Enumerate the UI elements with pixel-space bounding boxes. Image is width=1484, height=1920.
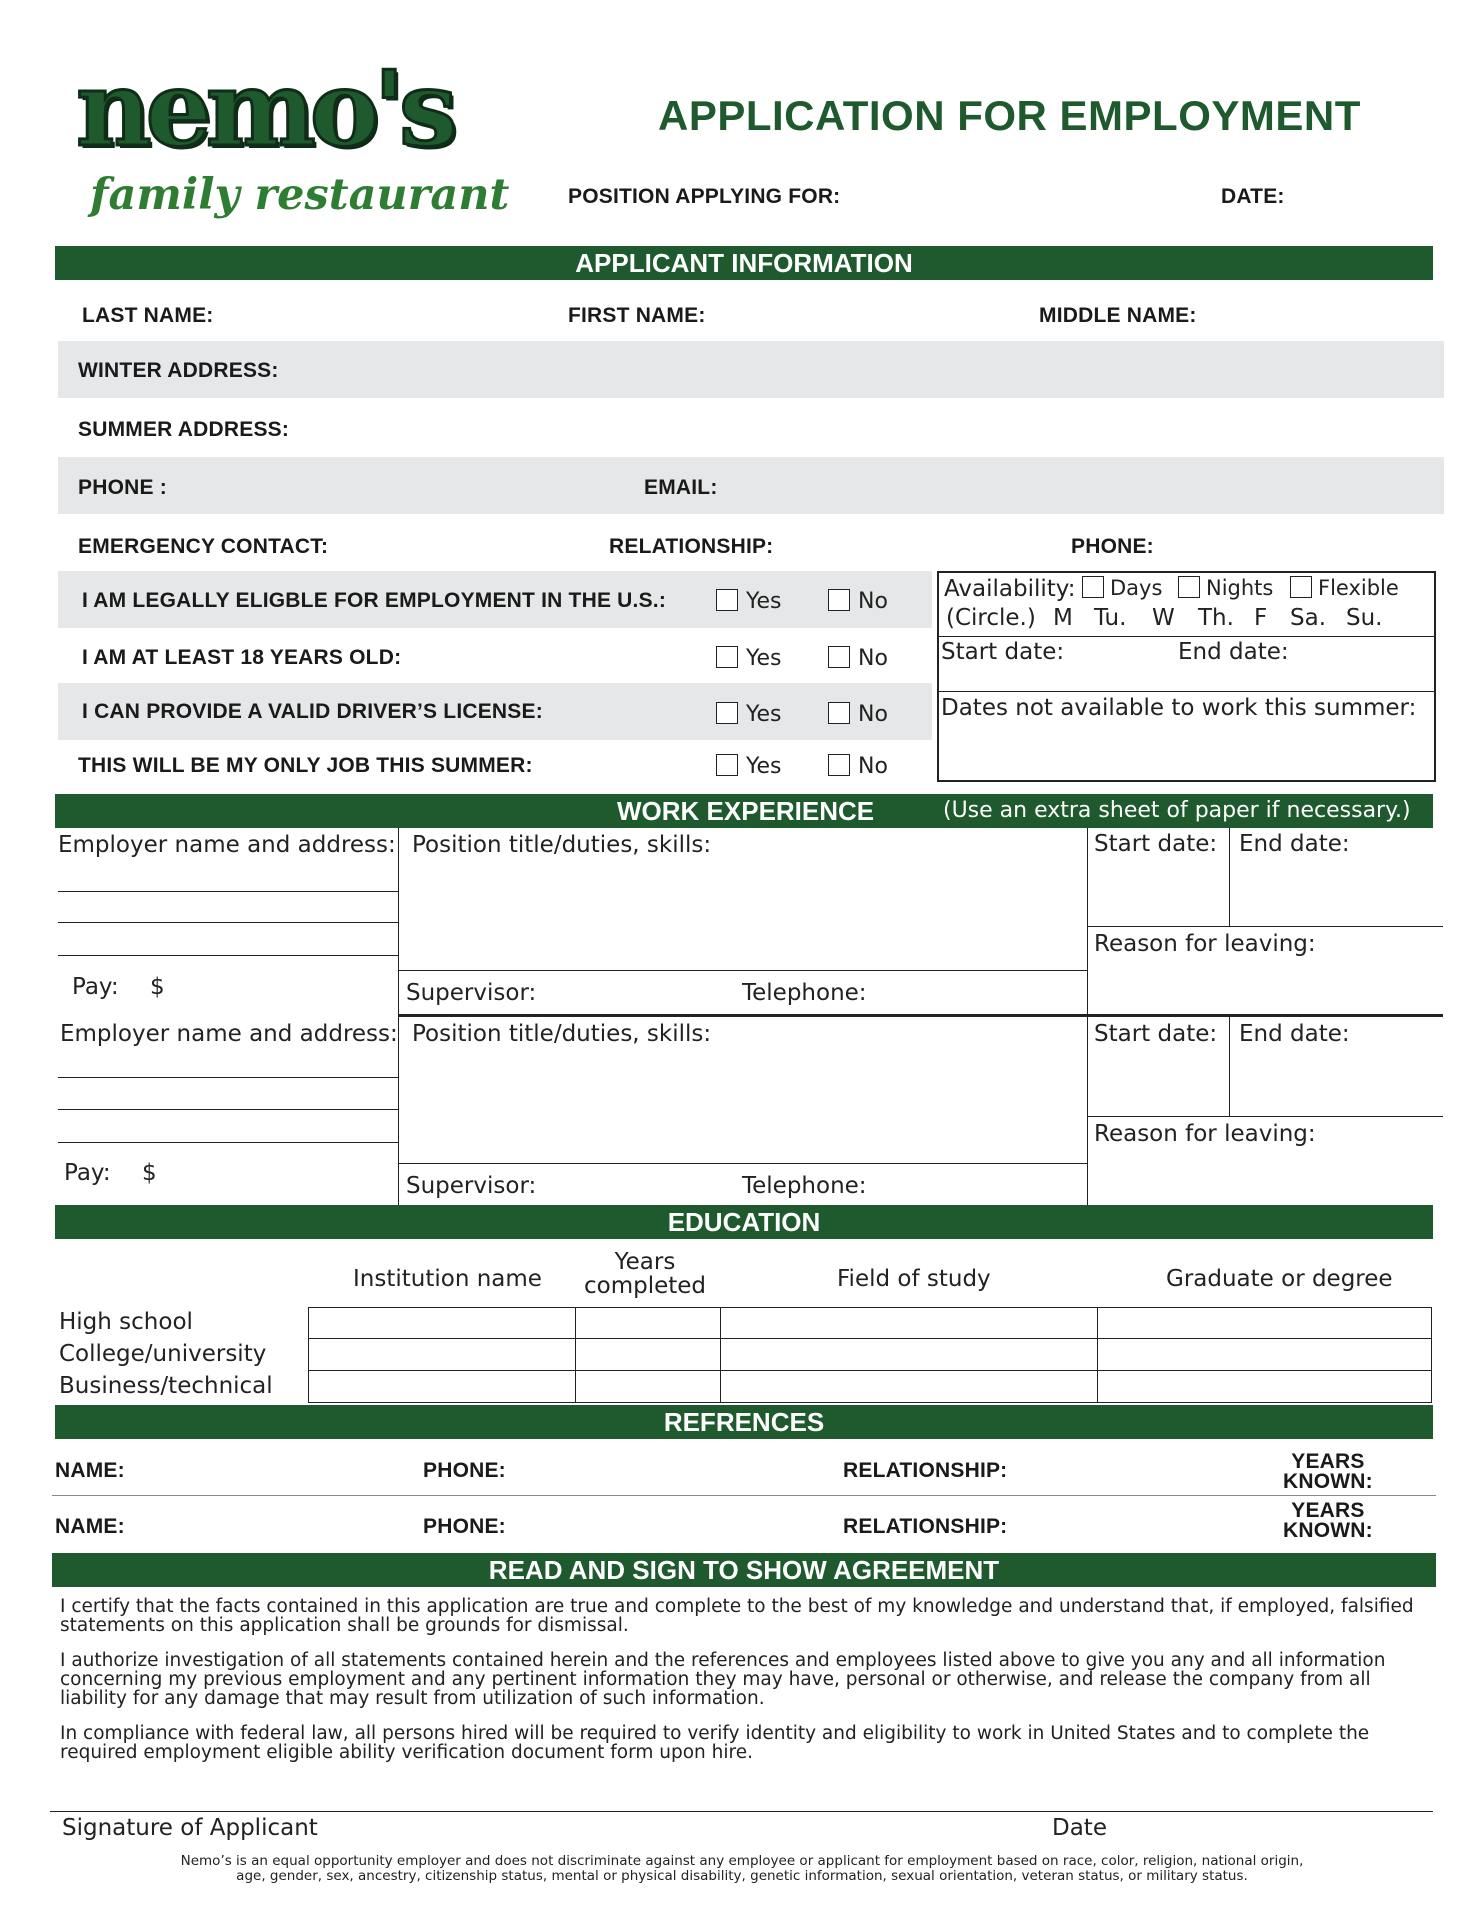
weekday-su[interactable]: Su.: [1346, 605, 1383, 631]
checkbox[interactable]: [828, 646, 850, 668]
middle-name-label: MIDDLE NAME:: [1039, 304, 1197, 327]
col-years-line2: completed: [583, 1273, 707, 1299]
signature-line: [50, 1811, 1433, 1812]
days-option[interactable]: Days: [1082, 576, 1162, 600]
weekday-tu[interactable]: Tu.: [1094, 605, 1127, 631]
reference-phone-label: PHONE:: [423, 1459, 506, 1482]
weekday-m[interactable]: M: [1053, 605, 1073, 631]
end-date-label: End date:: [1239, 831, 1350, 857]
table-divider: [1229, 828, 1230, 926]
agreement-paragraph-1: I certify that the facts contained in this application are true and complete to the best of my knowledge and understand that, if employed, falsified statements on this application shall be grounds for dismissal.: [60, 1596, 1414, 1636]
yes-option[interactable]: Yes: [716, 646, 782, 671]
pay-dollar: $: [142, 1160, 157, 1186]
checkbox[interactable]: [716, 702, 738, 724]
date-label: DATE:: [1221, 185, 1285, 208]
pay-label: Pay:: [64, 1160, 111, 1186]
col-years: [575, 1250, 715, 1298]
edu-row-high-school: High school: [59, 1309, 193, 1335]
employer-line: [58, 891, 398, 892]
employer-line: [58, 922, 398, 923]
education-header: EDUCATION: [55, 1205, 1433, 1239]
email-label: EMAIL:: [644, 476, 718, 499]
checkbox[interactable]: [1082, 576, 1104, 598]
checkbox[interactable]: [828, 589, 850, 611]
reason-for-leaving-label: Reason for leaving:: [1094, 1121, 1316, 1147]
availability-divider: [937, 636, 1436, 637]
reference-relationship-label: RELATIONSHIP:: [843, 1515, 1008, 1538]
reason-line: [1087, 926, 1443, 927]
col-degree: Graduate or degree: [1166, 1266, 1393, 1292]
checkbox[interactable]: [1290, 576, 1312, 598]
question-age: I AM AT LEAST 18 YEARS OLD:: [82, 646, 402, 669]
col-years-line1: Years: [614, 1249, 676, 1275]
col-field: Field of study: [837, 1266, 991, 1292]
availability-start-date-label: Start date:: [941, 639, 1065, 665]
yes-option[interactable]: Yes: [716, 702, 782, 727]
pay-label: Pay:: [72, 974, 119, 1000]
circle-label: (Circle.): [946, 605, 1036, 631]
question-eligible: I AM LEGALLY ELIGBLE FOR EMPLOYMENT IN THE U.S.:: [82, 589, 667, 612]
yes-option[interactable]: Yes: [716, 754, 782, 779]
checkbox[interactable]: [828, 702, 850, 724]
grid-row-line: [308, 1338, 1432, 1339]
page-title: APPLICATION FOR EMPLOYMENT: [658, 92, 1361, 139]
emergency-contact-label: EMERGENCY CONTACT:: [78, 535, 329, 558]
checkbox[interactable]: [828, 754, 850, 776]
reference-phone-label: PHONE:: [423, 1515, 506, 1538]
grid-col-line: [1097, 1307, 1098, 1403]
flexible-option[interactable]: Flexible: [1290, 576, 1399, 600]
nights-option[interactable]: Nights: [1178, 576, 1273, 600]
availability-label: Availability:: [944, 576, 1076, 602]
employer-label: Employer name and address:: [60, 1021, 398, 1047]
weekday-th[interactable]: Th.: [1198, 605, 1234, 631]
col-institution: Institution name: [353, 1266, 542, 1292]
winter-address-label: WINTER ADDRESS:: [78, 359, 279, 382]
dates-not-available-label: Dates not available to work this summer:: [941, 695, 1417, 721]
checkbox[interactable]: [716, 646, 738, 668]
employer-line: [58, 1142, 398, 1143]
agreement-paragraph-3: In compliance with federal law, all persons hired will be required to verify identity and eligibility to work in United States and to complete the required employment eligible ability verification document form upon hire.: [60, 1723, 1370, 1763]
table-divider: [1229, 1015, 1230, 1117]
availability-box: [937, 571, 1436, 782]
start-date-label: Start date:: [1094, 831, 1218, 857]
first-name-label: FIRST NAME:: [568, 304, 706, 327]
telephone-label: Telephone:: [742, 1173, 867, 1199]
supervisor-label: Supervisor:: [406, 1173, 537, 1199]
telephone-label: Telephone:: [742, 980, 867, 1006]
end-date-label: End date:: [1239, 1021, 1350, 1047]
edu-row-college: College/university: [59, 1341, 267, 1367]
reason-line: [1087, 1116, 1443, 1117]
employer-line: [58, 955, 398, 956]
checkbox[interactable]: [1178, 576, 1200, 598]
work-experience-header: [55, 794, 1433, 828]
logo: [70, 47, 530, 232]
supervisor-label: Supervisor:: [406, 980, 537, 1006]
no-option[interactable]: No: [828, 754, 888, 779]
agreement-header: READ AND SIGN TO SHOW AGREEMENT: [52, 1553, 1436, 1587]
question-license: I CAN PROVIDE A VALID DRIVER’S LICENSE:: [82, 700, 543, 723]
reference-name-label: NAME:: [55, 1459, 125, 1482]
agreement-paragraph-2: I authorize investigation of all statements contained herein and the references and employees listed above to give you any and all information concerning my previous employment and any pertinent information they may have, personal or otherwise, and release the company from all liability for any damage that may result from utilization of such information.: [60, 1650, 1386, 1709]
position-duties-label: Position title/duties, skills:: [412, 832, 712, 858]
eeo-statement-line2: age, gender, sex, ancestry, citizenship status, mental or physical disability, genetic information, sexual orientation, veteran status, or military status.: [236, 1868, 1248, 1884]
checkbox[interactable]: [716, 589, 738, 611]
phone-row: [58, 457, 1444, 514]
education-grid: [308, 1307, 1432, 1403]
references-header: REFRENCES: [55, 1405, 1433, 1439]
logo-wordmark: nemo's: [76, 47, 452, 170]
logo-tagline: family restaurant: [90, 170, 510, 220]
reference-years-known: YEARS KNOWN:: [1283, 1499, 1373, 1542]
start-date-label: Start date:: [1094, 1021, 1218, 1047]
summer-address-label: SUMMER ADDRESS:: [78, 418, 290, 441]
phone-label: PHONE :: [78, 476, 167, 499]
position-duties-label: Position title/duties, skills:: [412, 1021, 712, 1047]
reference-separator: [52, 1495, 1436, 1496]
last-name-label: LAST NAME:: [82, 304, 214, 327]
reference-name-label: NAME:: [55, 1515, 125, 1538]
position-applying-label: POSITION APPLYING FOR:: [568, 185, 841, 208]
position-bottom-line: [398, 970, 1087, 971]
availability-end-date-label: End date:: [1178, 639, 1289, 665]
weekday-f[interactable]: F: [1254, 605, 1268, 631]
work-experience-title: WORK EXPERIENCE: [617, 796, 875, 826]
grid-col-line: [720, 1307, 721, 1403]
grid-col-line: [575, 1307, 576, 1403]
no-option[interactable]: No: [828, 589, 888, 614]
yes-option[interactable]: Yes: [716, 589, 782, 614]
checkbox[interactable]: [716, 754, 738, 776]
availability-divider: [937, 691, 1436, 692]
work-experience-note: (Use an extra sheet of paper if necessary.): [943, 798, 1411, 823]
question-only-job: THIS WILL BE MY ONLY JOB THIS SUMMER:: [78, 754, 533, 777]
position-bottom-line: [398, 1163, 1087, 1164]
no-option[interactable]: No: [828, 702, 888, 727]
edu-row-business: Business/technical: [59, 1373, 273, 1399]
emergency-phone-label: PHONE:: [1071, 535, 1154, 558]
relationship-label: RELATIONSHIP:: [609, 535, 774, 558]
pay-dollar: $: [150, 974, 165, 1000]
block-separator: [398, 1014, 1443, 1017]
applicant-information-header: APPLICANT INFORMATION: [55, 246, 1433, 280]
employer-line: [58, 1077, 398, 1078]
reference-years-known: YEARS KNOWN:: [1283, 1450, 1373, 1493]
reason-for-leaving-label: Reason for leaving:: [1094, 931, 1316, 957]
signature-date-label: Date: [1052, 1815, 1107, 1841]
reference-relationship-label: RELATIONSHIP:: [843, 1459, 1008, 1482]
weekday-w[interactable]: W: [1152, 605, 1175, 631]
employer-line: [58, 1109, 398, 1110]
grid-row-line: [308, 1370, 1432, 1371]
eeo-statement-line1: Nemo’s is an equal opportunity employer and does not discriminate against any employee or applicant for employment based on race, color, religion, national origin,: [180, 1853, 1304, 1869]
signature-label: Signature of Applicant: [62, 1815, 318, 1841]
weekday-sa[interactable]: Sa.: [1290, 605, 1327, 631]
employer-label: Employer name and address:: [58, 832, 396, 858]
no-option[interactable]: No: [828, 646, 888, 671]
